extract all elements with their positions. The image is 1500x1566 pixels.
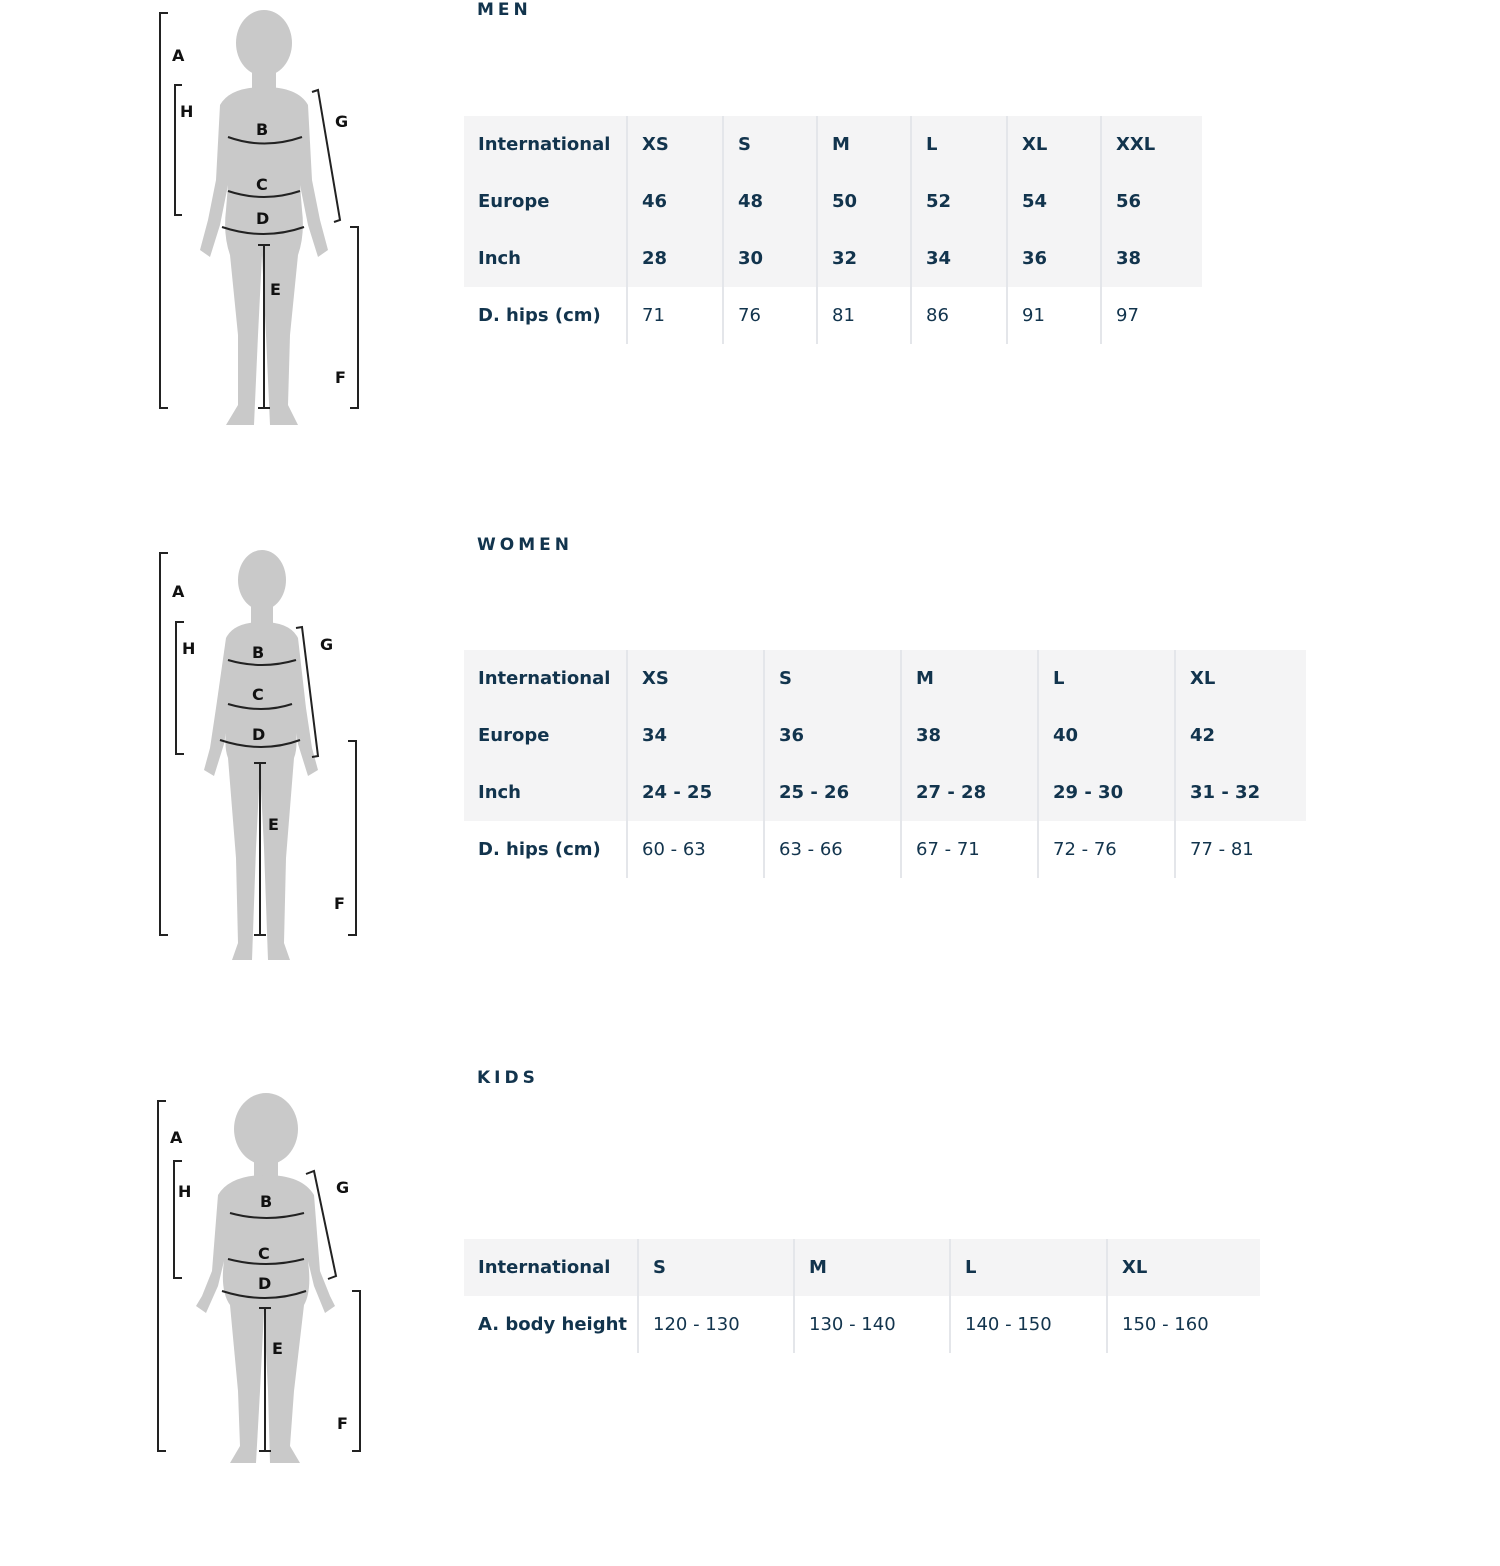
cell: XS	[627, 650, 764, 707]
label-h: H	[180, 102, 194, 121]
cell: 48	[723, 173, 817, 230]
cell: 29 - 30	[1038, 764, 1175, 821]
cell: S	[638, 1239, 794, 1296]
label-f: F	[337, 1414, 348, 1433]
cell: 63 - 66	[764, 821, 901, 878]
label-f: F	[334, 894, 345, 913]
cell: 34	[627, 707, 764, 764]
kids-measurement-diagram	[140, 1091, 380, 1561]
cell: 60 - 63	[627, 821, 764, 878]
cell: 38	[901, 707, 1038, 764]
table-row	[464, 230, 1202, 287]
cell: 76	[723, 287, 817, 344]
row-label: Inch	[464, 230, 627, 287]
cell: 71	[627, 287, 723, 344]
label-d: D	[258, 1274, 272, 1293]
label-g: G	[336, 1178, 350, 1197]
row-label: D. hips (cm)	[478, 305, 601, 326]
cell: 27 - 28	[901, 764, 1038, 821]
cell: 25 - 26	[764, 764, 901, 821]
row-label: International	[464, 116, 627, 173]
cell: S	[764, 650, 901, 707]
label-a: A	[172, 582, 185, 601]
cell: 72 - 76	[1038, 821, 1175, 878]
cell: 120 - 130	[638, 1296, 794, 1353]
cell: XS	[627, 116, 723, 173]
row-label: International	[464, 650, 627, 707]
men-measurement-diagram	[140, 5, 380, 475]
cell: 86	[911, 287, 1007, 344]
cell: 40	[1038, 707, 1175, 764]
table-row	[464, 116, 1202, 173]
cell: 150 - 160	[1107, 1296, 1260, 1353]
women-section	[0, 533, 1500, 1033]
cell: 50	[817, 173, 911, 230]
label-h: H	[178, 1182, 192, 1201]
men-body-figure	[140, 5, 380, 475]
cell: 24 - 25	[627, 764, 764, 821]
label-a: A	[172, 46, 185, 65]
cell: 81	[817, 287, 911, 344]
label-c: C	[258, 1244, 270, 1263]
label-b: B	[252, 643, 265, 662]
cell: 28	[627, 230, 723, 287]
row-label: Europe	[464, 173, 627, 230]
label-g: G	[335, 112, 349, 131]
table-row	[464, 821, 1306, 878]
table-row	[464, 287, 1202, 344]
kids-size-table	[464, 1239, 1260, 1353]
cell: XXL	[1101, 116, 1202, 173]
kids-section	[0, 1066, 1500, 1566]
label-g: G	[320, 635, 334, 654]
cell: 52	[911, 173, 1007, 230]
table-row	[464, 650, 1306, 707]
table-row	[464, 707, 1306, 764]
label-e: E	[270, 280, 281, 299]
cell: 38	[1101, 230, 1202, 287]
label-c: C	[252, 685, 264, 704]
row-label: Inch	[464, 764, 627, 821]
label-a: A	[170, 1128, 183, 1147]
row-label: A. body height	[478, 1314, 628, 1335]
table-row	[464, 173, 1202, 230]
cell: M	[901, 650, 1038, 707]
cell: S	[723, 116, 817, 173]
table-row	[464, 1296, 1260, 1353]
label-d: D	[252, 725, 266, 744]
cell: 34	[911, 230, 1007, 287]
cell: XL	[1175, 650, 1306, 707]
cell: 42	[1175, 707, 1306, 764]
label-c: C	[256, 175, 268, 194]
row-label: International	[464, 1239, 638, 1296]
label-f: F	[335, 368, 346, 387]
cell: L	[950, 1239, 1107, 1296]
label-b: B	[260, 1192, 273, 1211]
cell: 140 - 150	[950, 1296, 1107, 1353]
cell: M	[817, 116, 911, 173]
cell: 30	[723, 230, 817, 287]
cell: 46	[627, 173, 723, 230]
cell: 97	[1101, 287, 1202, 344]
men-section	[0, 0, 1500, 500]
cell: L	[1038, 650, 1175, 707]
men-title: MEN	[477, 0, 532, 20]
cell: 56	[1101, 173, 1202, 230]
cell: 31 - 32	[1175, 764, 1306, 821]
row-label: Europe	[464, 707, 627, 764]
cell: XL	[1107, 1239, 1260, 1296]
kids-body-figure	[140, 1091, 380, 1561]
cell: 32	[817, 230, 911, 287]
women-title: WOMEN	[477, 535, 573, 555]
table-row	[464, 1239, 1260, 1296]
kids-title: KIDS	[477, 1068, 539, 1088]
women-body-figure	[140, 548, 380, 1018]
label-e: E	[272, 1339, 283, 1358]
table-row	[464, 764, 1306, 821]
label-d: D	[256, 209, 270, 228]
men-size-table	[464, 116, 1202, 344]
cell: L	[911, 116, 1007, 173]
cell: 36	[764, 707, 901, 764]
cell: 91	[1007, 287, 1101, 344]
label-h: H	[182, 639, 196, 658]
cell: M	[794, 1239, 950, 1296]
cell: 130 - 140	[794, 1296, 950, 1353]
row-label: D. hips (cm)	[478, 839, 601, 860]
women-size-table	[464, 650, 1306, 878]
cell: 54	[1007, 173, 1101, 230]
cell: 77 - 81	[1175, 821, 1306, 878]
cell: 36	[1007, 230, 1101, 287]
label-e: E	[268, 815, 279, 834]
cell: XL	[1007, 116, 1101, 173]
women-measurement-diagram	[140, 548, 380, 1018]
label-b: B	[256, 120, 269, 139]
cell: 67 - 71	[901, 821, 1038, 878]
